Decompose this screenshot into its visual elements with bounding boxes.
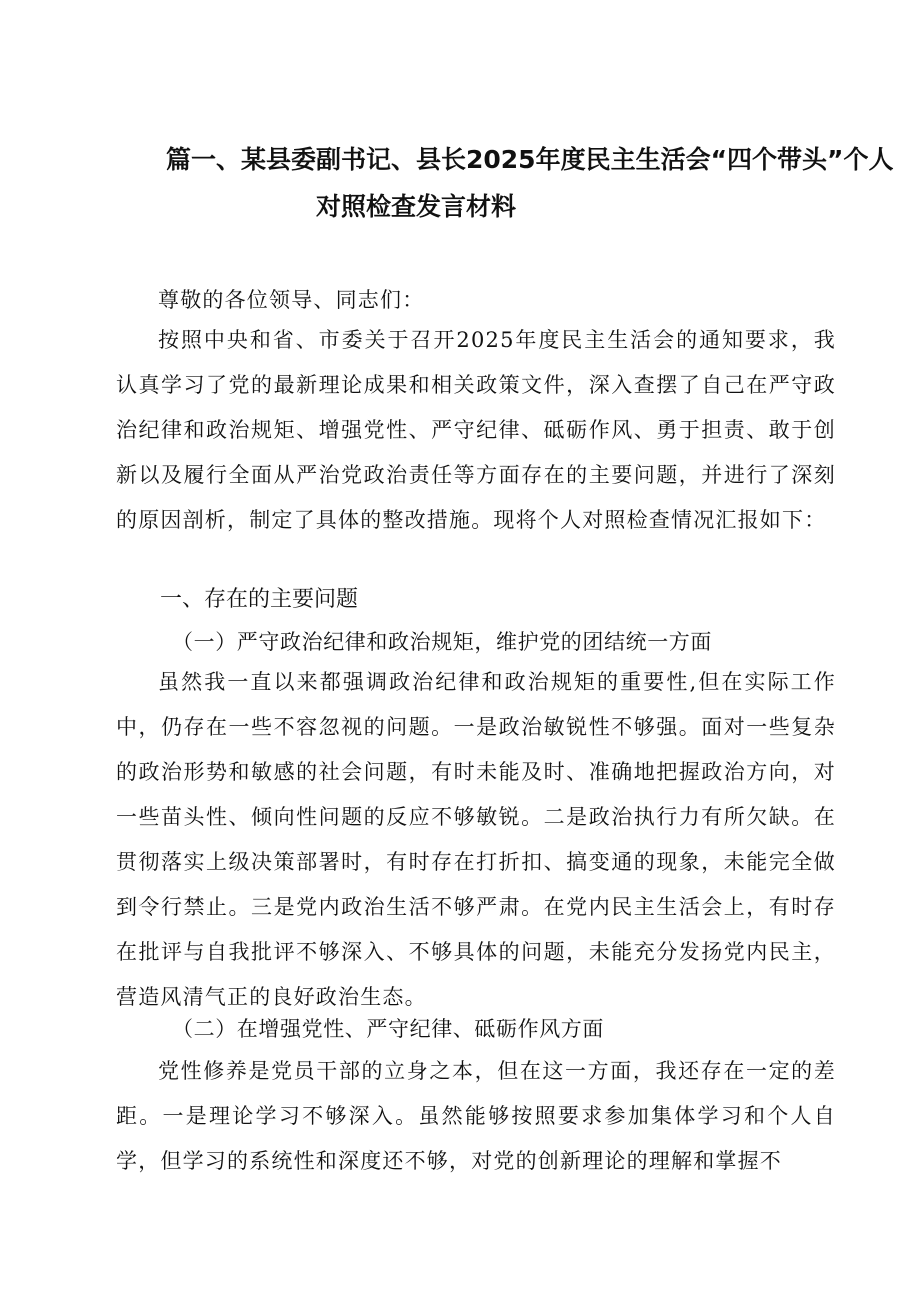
document-title-line1: 篇一、某县委副书记、县长2025年度民主生活会“四个带头”个人 bbox=[166, 145, 894, 174]
subsection-body-2: 党性修养是党员干部的立身之本，但在这一方面，我还存在一定的差距。一是理论学习不够深入。虽然能够按照要求参加集体学习和个人自学，但学习的系统性和深度还不够，对党的创新理论的理解和掌握不 bbox=[116, 1059, 836, 1173]
subsection-body-1: 虽然我一直以来都强调政治纪律和政治规矩的重要性,但在实际工作中，仍存在一些不容忽视的问题。一是政治敏锐性不够强。面对一些复杂的政治形势和敏感的社会问题，有时未能及时、准确地把握政治方向，对一些苗头性、倾向性问题的反应不够敏锐。二是政治执行力有所欠缺。在贯彻落实上级决策部署时，有时存在打折扣、搞变通的现象，未能完全做到令行禁止。三是党内政治生活不够严肃。在党内民主生活会上，有时存在批评与自我批评不够深入、不够具体的问题，未能充分发扬党内民主，营造风清气正的良好政治生态。 bbox=[116, 670, 836, 1009]
document-title-line2: 对照检查发言材料 bbox=[316, 192, 517, 221]
subsection-heading-2: （二）在增强党性、严守纪律、砥砺作风方面 bbox=[172, 1017, 604, 1041]
subsection-heading-1: （一）严守政治纪律和政治规矩，维护党的团结统一方面 bbox=[172, 630, 712, 654]
salutation: 尊敬的各位领导、同志们： bbox=[158, 288, 425, 312]
section-heading: 一、存在的主要问题 bbox=[160, 587, 359, 612]
intro-paragraph: 按照中央和省、市委关于召开2025年度民主生活会的通知要求，我认真学习了党的最新理论成果和相关政策文件，深入查摆了自己在严守政治纪律和政治规矩、增强党性、严守纪律、砥砺作风、勇于担责、敢于创新以及履行全面从严治党政治责任等方面存在的主要问题，并进行了深刻的原因剖析，制定了具体的整改措施。现将个人对照检查情况汇报如下： bbox=[116, 328, 836, 532]
